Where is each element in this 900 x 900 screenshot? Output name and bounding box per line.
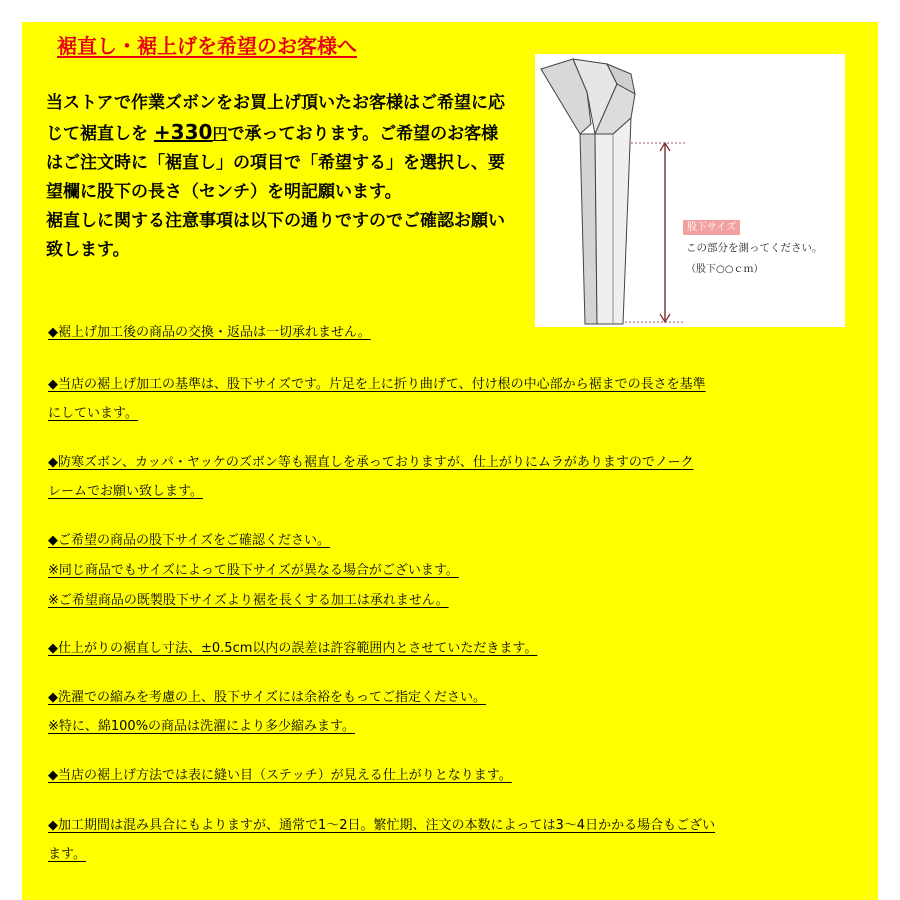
inseam-instruction: この部分を測ってください。 bbox=[686, 242, 823, 254]
intro-text bbox=[46, 89, 508, 265]
note-line: ◆仕上がりの裾直し寸法、±0.5cm以内の誤差は許容範囲内とさせていただきます。 bbox=[48, 641, 538, 656]
note-line: ※特に、綿100%の商品は洗濯により多少縮みます。 bbox=[48, 719, 356, 734]
hemming-price: +330 bbox=[153, 120, 213, 144]
inseam-size-badge: 股下サイズ bbox=[683, 220, 740, 235]
note-line: にしています。 bbox=[48, 406, 138, 421]
page-title: 裾直し・裾上げを希望のお客様へ bbox=[57, 34, 357, 58]
note-line: ◆当店の裾上げ加工の基準は、股下サイズです。片足を上に折り曲げて、付け根の中心部から裾までの長さを基準 bbox=[48, 377, 706, 392]
intro-closing: 裾直しに関する注意事項は以下の通りですのでご確認お願い致します。 bbox=[46, 211, 505, 260]
note-line: ※同じ商品でもサイズによって股下サイズが異なる場合がございます。 bbox=[48, 563, 459, 578]
inseam-example: （股下○○ｃｍ） bbox=[686, 264, 764, 275]
price-unit: 円 bbox=[212, 125, 228, 143]
note-line: ◆ご希望の商品の股下サイズをご確認ください。 bbox=[48, 533, 330, 548]
intro-before-price: 当ストアで作業ズボンをお買上げ頂いたお客様はご希望に応じて裾直しを bbox=[46, 93, 505, 144]
trousers-illustration bbox=[535, 54, 845, 327]
note-line: ◆防寒ズボン、カッパ・ヤッケのズボン等も裾直しを承っておりますが、仕上がりにムラがありますのでノーク bbox=[48, 455, 694, 470]
note-line: レームでお願い致します。 bbox=[48, 484, 203, 499]
note-line: ◆裾上げ加工後の商品の交換・返品は一切承れません。 bbox=[48, 325, 371, 340]
intro-after-price: で承っております。ご希望のお客様はご注文時に「裾直し」の項目で「希望する」を選択し、要望欄に股下の長さ（センチ）を明記願います。 bbox=[46, 124, 505, 202]
inseam-diagram bbox=[535, 54, 845, 327]
note-line: ※ご希望商品の既製股下サイズより裾を長くする加工は承れません。 bbox=[48, 593, 449, 608]
note-line: ◆当店の裾上げ方法では表に縫い目（ステッチ）が見える仕上がりとなります。 bbox=[48, 768, 512, 783]
note-line: ◆洗濯での縮みを考慮の上、股下サイズには余裕をもってご指定ください。 bbox=[48, 690, 486, 705]
note-line: ます。 bbox=[48, 847, 86, 862]
note-line: ◆加工期間は混み具合にもよりますが、通常で1～2日。繁忙期、注文の本数によっては3～4日かかる場合もござい bbox=[48, 818, 716, 833]
